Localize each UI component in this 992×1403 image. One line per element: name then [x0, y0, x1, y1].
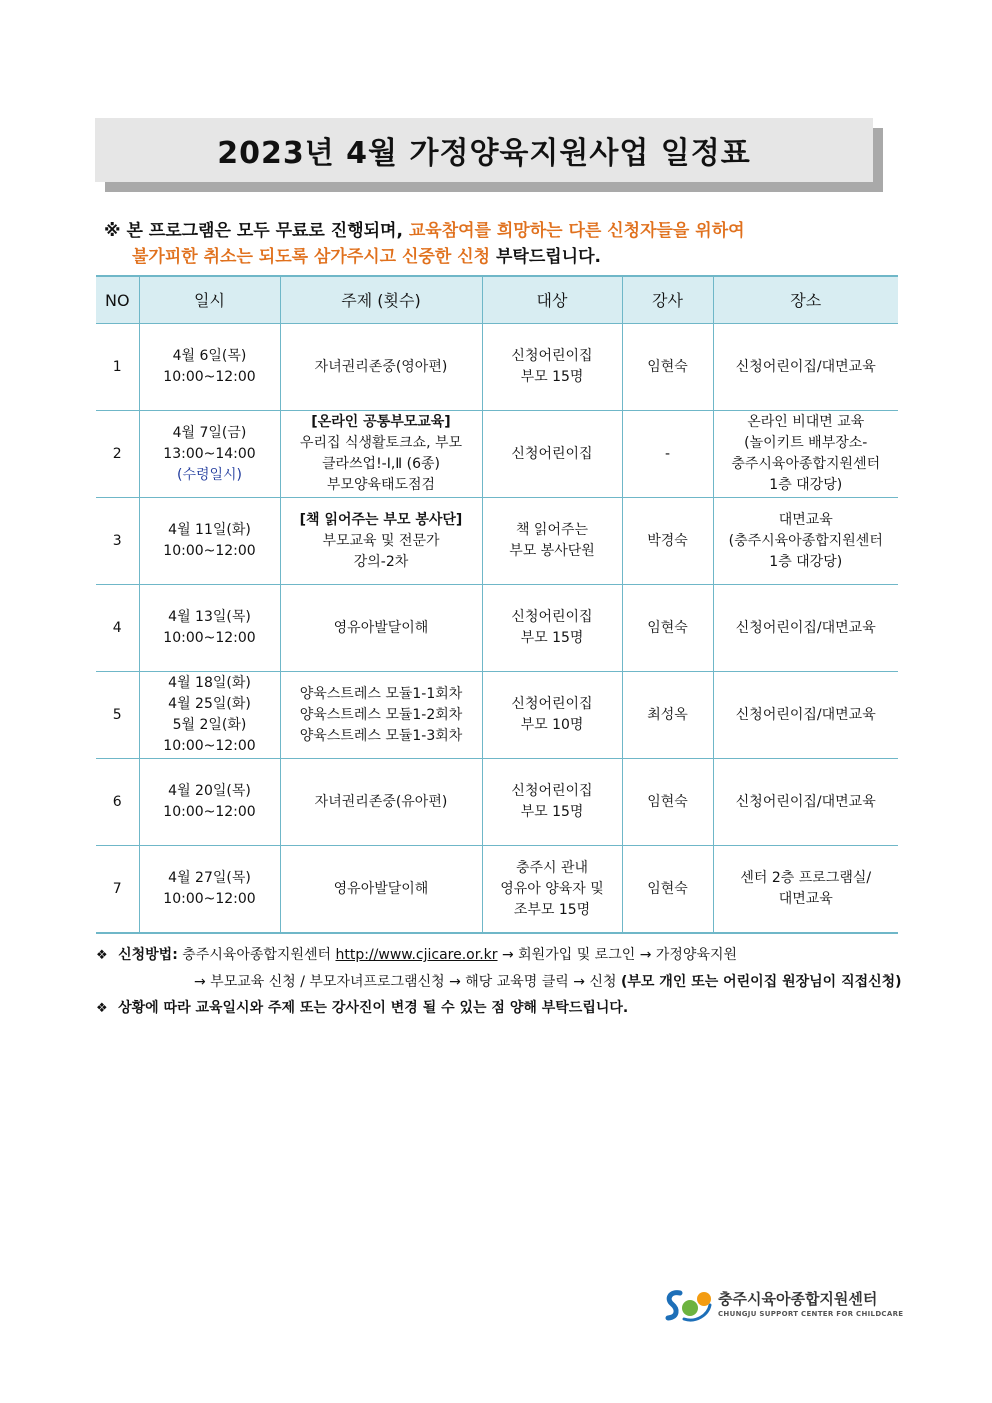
- cell-no: 5: [96, 672, 139, 759]
- header-date: 일시: [139, 276, 280, 324]
- cell-line: 1층 대강당): [769, 553, 843, 570]
- title-banner: [95, 118, 873, 182]
- header-topic: 주제 (횟수): [280, 276, 482, 324]
- cell-place: [713, 585, 898, 672]
- logo-swirl-blue: [668, 1293, 680, 1318]
- cell-line: 대면교육: [778, 511, 833, 528]
- schedule-table: [96, 275, 898, 934]
- cell-line: 10:00~12:00: [163, 630, 256, 646]
- header-instructor: 강사: [622, 276, 713, 324]
- cell-no: 2: [96, 411, 139, 498]
- apply-method-line-2: [96, 969, 902, 995]
- cell-place: [713, 759, 898, 846]
- topic-title: [온라인 공통부모교육]: [311, 414, 451, 430]
- cell-line: 10:00~12:00: [163, 891, 256, 907]
- header-no: NO: [96, 276, 139, 324]
- cell-target: [482, 846, 622, 934]
- cell-target: [482, 759, 622, 846]
- cell-line: (놀이키트 배부장소-: [744, 435, 868, 451]
- cell-line: 신청어린이집/대면교육: [735, 706, 876, 723]
- page-title: 2023년 4월 가정양육지원사업 일정표: [95, 118, 873, 182]
- cell-no: 7: [96, 846, 139, 934]
- change-notice-line: [96, 995, 902, 1022]
- notice-line-2: [104, 244, 745, 270]
- cell-line: 신청어린이집: [511, 783, 593, 799]
- cell-no: 6: [96, 759, 139, 846]
- cell-line: 자녀권리존중(유아편): [314, 793, 448, 810]
- cell-no: 4: [96, 585, 139, 672]
- table-row: [96, 672, 898, 759]
- notes: [96, 942, 902, 1022]
- cell-line: 신청어린이집: [511, 445, 593, 462]
- cell-line: 부모교육 및 전문가: [322, 532, 440, 549]
- cell-line: 신청어린이집: [511, 696, 593, 712]
- cell-line: 부모 15명: [520, 630, 584, 646]
- cell-line: 온라인 비대면 교육: [747, 414, 865, 430]
- cell-date: [139, 759, 280, 846]
- cell-line: 부모 15명: [520, 369, 584, 385]
- cell-target: [482, 498, 622, 585]
- logo-dot-orange: [697, 1292, 711, 1306]
- notice-line-1: [104, 218, 745, 244]
- cell-line: 10:00~12:00: [163, 804, 256, 820]
- cell-line: 4월 25일(화): [168, 696, 251, 712]
- center-name-en: CHUNGJU SUPPORT CENTER FOR CHILDCARE: [718, 1310, 904, 1318]
- cell-line: 10:00~12:00: [163, 369, 256, 385]
- cell-topic: [280, 585, 482, 672]
- table-row: [96, 498, 898, 585]
- cell-topic: [280, 759, 482, 846]
- cell-line: 신청어린이집: [511, 348, 593, 364]
- cell-instructor: 최성옥: [622, 672, 713, 759]
- cell-line: 4월 18일(화): [168, 675, 251, 691]
- notice-text-3: 불가피한 취소는 되도록 삼가주시고 신중한 신청: [132, 247, 491, 267]
- cell-line: 신청어린이집: [511, 609, 593, 625]
- cell-line: 4월 27일(목): [168, 870, 251, 886]
- cell-target: [482, 411, 622, 498]
- cell-place: [713, 846, 898, 934]
- cell-topic: [280, 498, 482, 585]
- topic-title: [책 읽어주는 부모 봉사단]: [299, 511, 463, 528]
- table-row: [96, 846, 898, 934]
- cell-line: 4월 13일(목): [168, 609, 251, 625]
- cell-target: [482, 672, 622, 759]
- change-notice: 상황에 따라 교육일시와 주제 또는 강사진이 변경 될 수 있는 점 양해 부탁드립니다.: [118, 1000, 629, 1016]
- cell-line: 부모양육태도점검: [326, 477, 436, 493]
- cell-line: 4월 20일(목): [168, 783, 251, 799]
- apply-steps: → 회원가입 및 로그인 → 가정양육지원: [501, 947, 738, 963]
- notice: [104, 218, 745, 270]
- cell-line: 클라쓰업!-Ⅰ,Ⅱ (6종): [321, 456, 441, 472]
- notice-text-4: 부탁드립니다.: [495, 247, 601, 267]
- cell-date: [139, 585, 280, 672]
- cell-target: [482, 324, 622, 411]
- date-note: (수령일시): [176, 466, 243, 483]
- center-name: 충주시육아종합지원센터: [718, 1290, 878, 1308]
- cell-line: 4월 11일(화): [168, 522, 251, 538]
- cell-line: 영유아발달이해: [333, 619, 429, 636]
- cell-line: 부모 10명: [520, 717, 584, 733]
- cell-line: 조부모 15명: [513, 901, 591, 918]
- cell-line: 강의-2차: [353, 553, 409, 570]
- cell-date: [139, 498, 280, 585]
- cell-instructor: 임현숙: [622, 846, 713, 934]
- cell-place: [713, 672, 898, 759]
- diamond-bullet-icon: ❖: [96, 1001, 108, 1016]
- cell-instructor: 박경숙: [622, 498, 713, 585]
- cell-topic: [280, 846, 482, 934]
- cell-line: 영유아 양육자 및: [500, 880, 604, 897]
- cell-date: [139, 846, 280, 934]
- cell-line: 4월 6일(목): [172, 348, 247, 364]
- cell-no: 1: [96, 324, 139, 411]
- notice-text-2: 교육참여를 희망하는 다른 신청자들을 위하여: [408, 221, 745, 241]
- cell-line: 4월 7일(금): [172, 424, 247, 441]
- cell-date: [139, 324, 280, 411]
- cell-instructor: 임현숙: [622, 759, 713, 846]
- center-logo-icon: [662, 1287, 716, 1323]
- cell-instructor: -: [622, 411, 713, 498]
- cell-line: 양육스트레스 모듈1-1회차: [299, 685, 463, 702]
- table-row: [96, 759, 898, 846]
- cell-line: 자녀권리존중(영아편): [314, 358, 448, 375]
- cell-line: 1층 대강당): [769, 477, 843, 493]
- table-header-row: [96, 276, 898, 324]
- apply-label: 신청방법:: [118, 947, 178, 963]
- apply-center: 충주시육아종합지원센터: [182, 947, 332, 963]
- cell-line: 충주시육아종합지원센터: [731, 456, 881, 472]
- cell-no: 3: [96, 498, 139, 585]
- cell-topic: [280, 672, 482, 759]
- logo-dot-green: [682, 1300, 698, 1316]
- cell-line: 10:00~12:00: [163, 738, 256, 754]
- cell-line: 13:00~14:00: [163, 445, 256, 462]
- center-logo: [662, 1285, 902, 1325]
- cell-line: 양육스트레스 모듈1-2회차: [299, 706, 463, 723]
- cell-topic: [280, 324, 482, 411]
- cell-instructor: 임현숙: [622, 585, 713, 672]
- header-place: 장소: [713, 276, 898, 324]
- apply-steps-2: → 부모교육 신청 / 부모자녀프로그램신청 → 해당 교육명 클릭 → 신청: [194, 974, 617, 990]
- cell-line: 10:00~12:00: [163, 543, 256, 559]
- apply-method-line: [96, 942, 902, 969]
- cell-line: 부모 봉사단원: [509, 543, 595, 559]
- cell-line: 신청어린이집/대면교육: [735, 793, 876, 810]
- header-target: 대상: [482, 276, 622, 324]
- cell-place: [713, 498, 898, 585]
- cell-place: [713, 411, 898, 498]
- cell-line: 영유아발달이해: [333, 880, 429, 897]
- cell-date: [139, 672, 280, 759]
- table-row: [96, 585, 898, 672]
- cell-place: [713, 324, 898, 411]
- cell-date: [139, 411, 280, 498]
- table-row: [96, 411, 898, 498]
- cell-line: 충주시 관내: [515, 859, 589, 876]
- cell-target: [482, 585, 622, 672]
- table-row: [96, 324, 898, 411]
- cell-instructor: 임현숙: [622, 324, 713, 411]
- diamond-bullet-icon: ❖: [96, 948, 108, 963]
- notice-mark: ※: [104, 221, 121, 241]
- cell-line: 책 읽어주는: [515, 522, 589, 538]
- cell-line: 부모 15명: [520, 804, 584, 820]
- cell-line: 양육스트레스 모듈1-3회차: [299, 727, 463, 744]
- cell-line: 센터 2층 프로그램실/: [740, 870, 872, 886]
- cell-line: (충주시육아종합지원센터: [728, 532, 883, 549]
- cell-line: 대면교육: [778, 891, 833, 907]
- cell-line: 우리집 식생활토크쇼, 부모: [299, 435, 463, 451]
- cell-topic: [280, 411, 482, 498]
- apply-url-link[interactable]: http://www.cjicare.or.kr: [335, 947, 498, 963]
- cell-line: 신청어린이집/대면교육: [735, 358, 876, 375]
- cell-line: 5월 2일(화): [172, 717, 247, 733]
- cell-line: 신청어린이집/대면교육: [735, 619, 876, 636]
- notice-text-1: 본 프로그램은 모두 무료로 진행되며,: [126, 221, 403, 241]
- apply-note: (부모 개인 또는 어린이집 원장님이 직접신청): [620, 974, 902, 990]
